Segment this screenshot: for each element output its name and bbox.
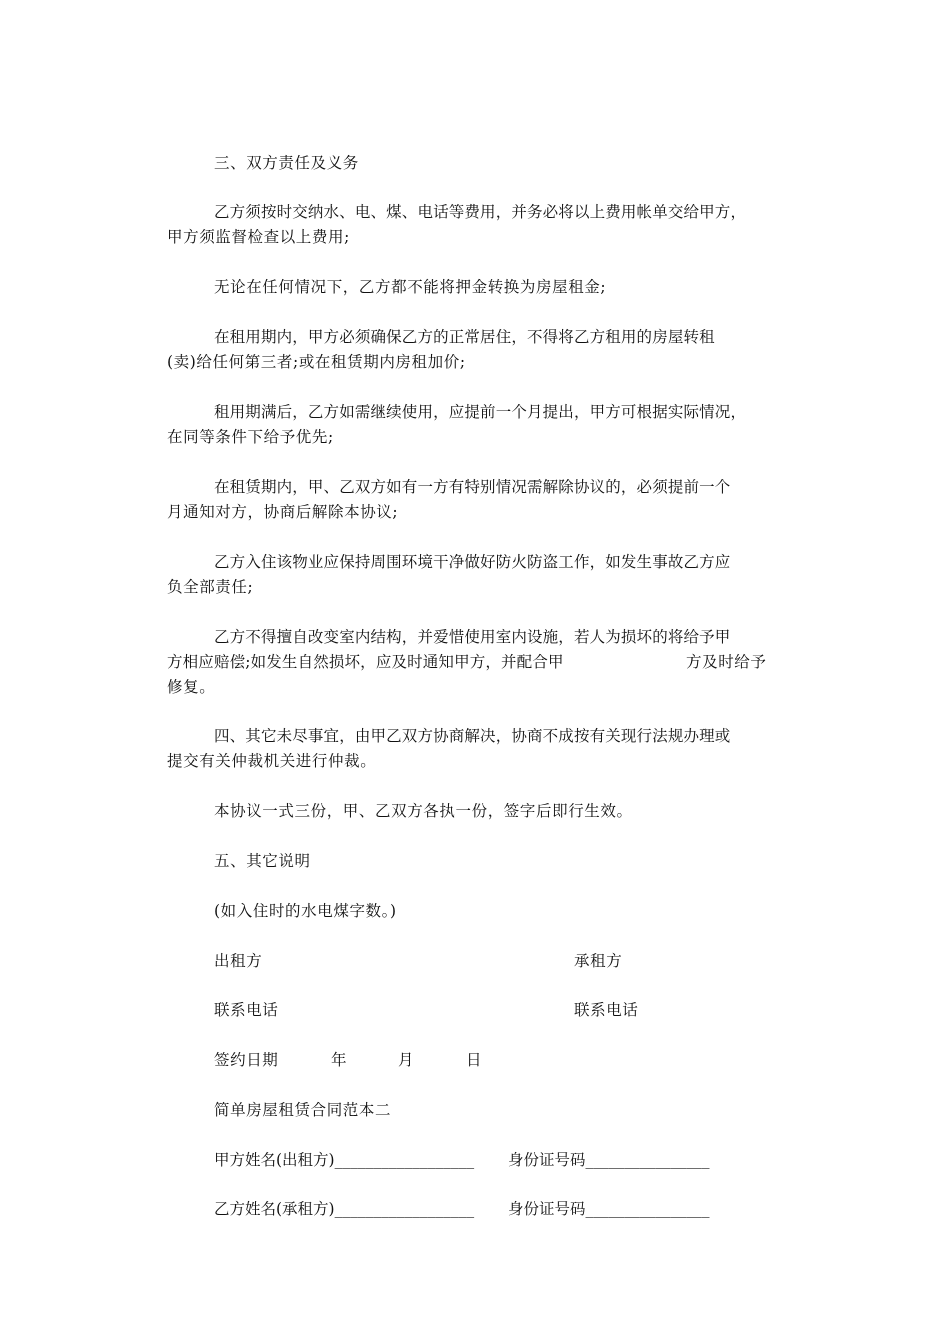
lessor-phone-label: 联系电话 [214, 1001, 279, 1019]
party-a-name-field: 甲方姓名(出租方)__________________ [214, 1151, 475, 1169]
section-4-line-1: 四、其它未尽事宜，由甲乙双方协商解决，协商不成按有关现行法规办理或 [214, 727, 731, 745]
section-3-heading: 三、双方责任及义务 [214, 154, 359, 172]
party-b-name-field: 乙方姓名(承租方)__________________ [214, 1200, 475, 1218]
party-b-id-field: 身份证号码________________ [508, 1200, 710, 1218]
sign-date-label: 签约日期 [214, 1051, 279, 1069]
paragraph-3-line-1: 在租用期内，甲方必须确保乙方的正常居住，不得将乙方租用的房屋转租 [214, 328, 715, 346]
year-label: 年 [331, 1051, 348, 1069]
lessor-label: 出租方 [214, 952, 263, 970]
paragraph-4-line-1: 租用期满后，乙方如需继续使用，应提前一个月提出，甲方可根据实际情况， [214, 403, 747, 421]
paragraph-5-line-1: 在租赁期内，甲、乙双方如有一方有特别情况需解除协议的，必须提前一个 [214, 478, 731, 496]
party-a-id-field: 身份证号码________________ [508, 1151, 710, 1169]
paragraph-7-line-2-part-2: 方及时给予 [686, 653, 767, 671]
copies-clause: 本协议一式三份，甲、乙双方各执一份，签字后即行生效。 [214, 802, 633, 820]
paragraph-6-line-1: 乙方入住该物业应保持周围环境干净做好防火防盗工作，如发生事故乙方应 [214, 553, 731, 571]
paragraph-7-line-3: 修复。 [167, 678, 216, 696]
paragraph-3-line-2: (卖)给任何第三者;或在租赁期内房租加价; [167, 353, 466, 371]
section-5-note: (如入住时的水电煤字数。) [214, 902, 397, 920]
paragraph-1-line-2: 甲方须监督检查以上费用; [167, 228, 350, 246]
lessee-label: 承租方 [574, 952, 623, 970]
paragraph-7-line-2-part-1: 方相应赔偿;如发生自然损坏，应及时通知甲方，并配合甲 [167, 653, 564, 671]
paragraph-1-line-1: 乙方须按时交纳水、电、煤、电话等费用，并务必将以上费用帐单交给甲方， [214, 203, 747, 221]
paragraph-4-line-2: 在同等条件下给予优先; [167, 428, 334, 446]
section-5-heading: 五、其它说明 [214, 852, 311, 870]
month-label: 月 [398, 1051, 415, 1069]
day-label: 日 [466, 1051, 483, 1069]
contract-2-title: 简单房屋租赁合同范本二 [214, 1101, 392, 1119]
paragraph-6-line-2: 负全部责任; [167, 578, 254, 596]
section-4-line-2: 提交有关仲裁机关进行仲裁。 [167, 752, 377, 770]
lessee-phone-label: 联系电话 [574, 1001, 639, 1019]
paragraph-7-line-1: 乙方不得擅自改变室内结构，并爱惜使用室内设施，若人为损坏的将给予甲 [214, 628, 731, 646]
paragraph-2-line-1: 无论在任何情况下，乙方都不能将押金转换为房屋租金; [214, 278, 607, 296]
paragraph-5-line-2: 月通知对方，协商后解除本协议; [167, 503, 399, 521]
